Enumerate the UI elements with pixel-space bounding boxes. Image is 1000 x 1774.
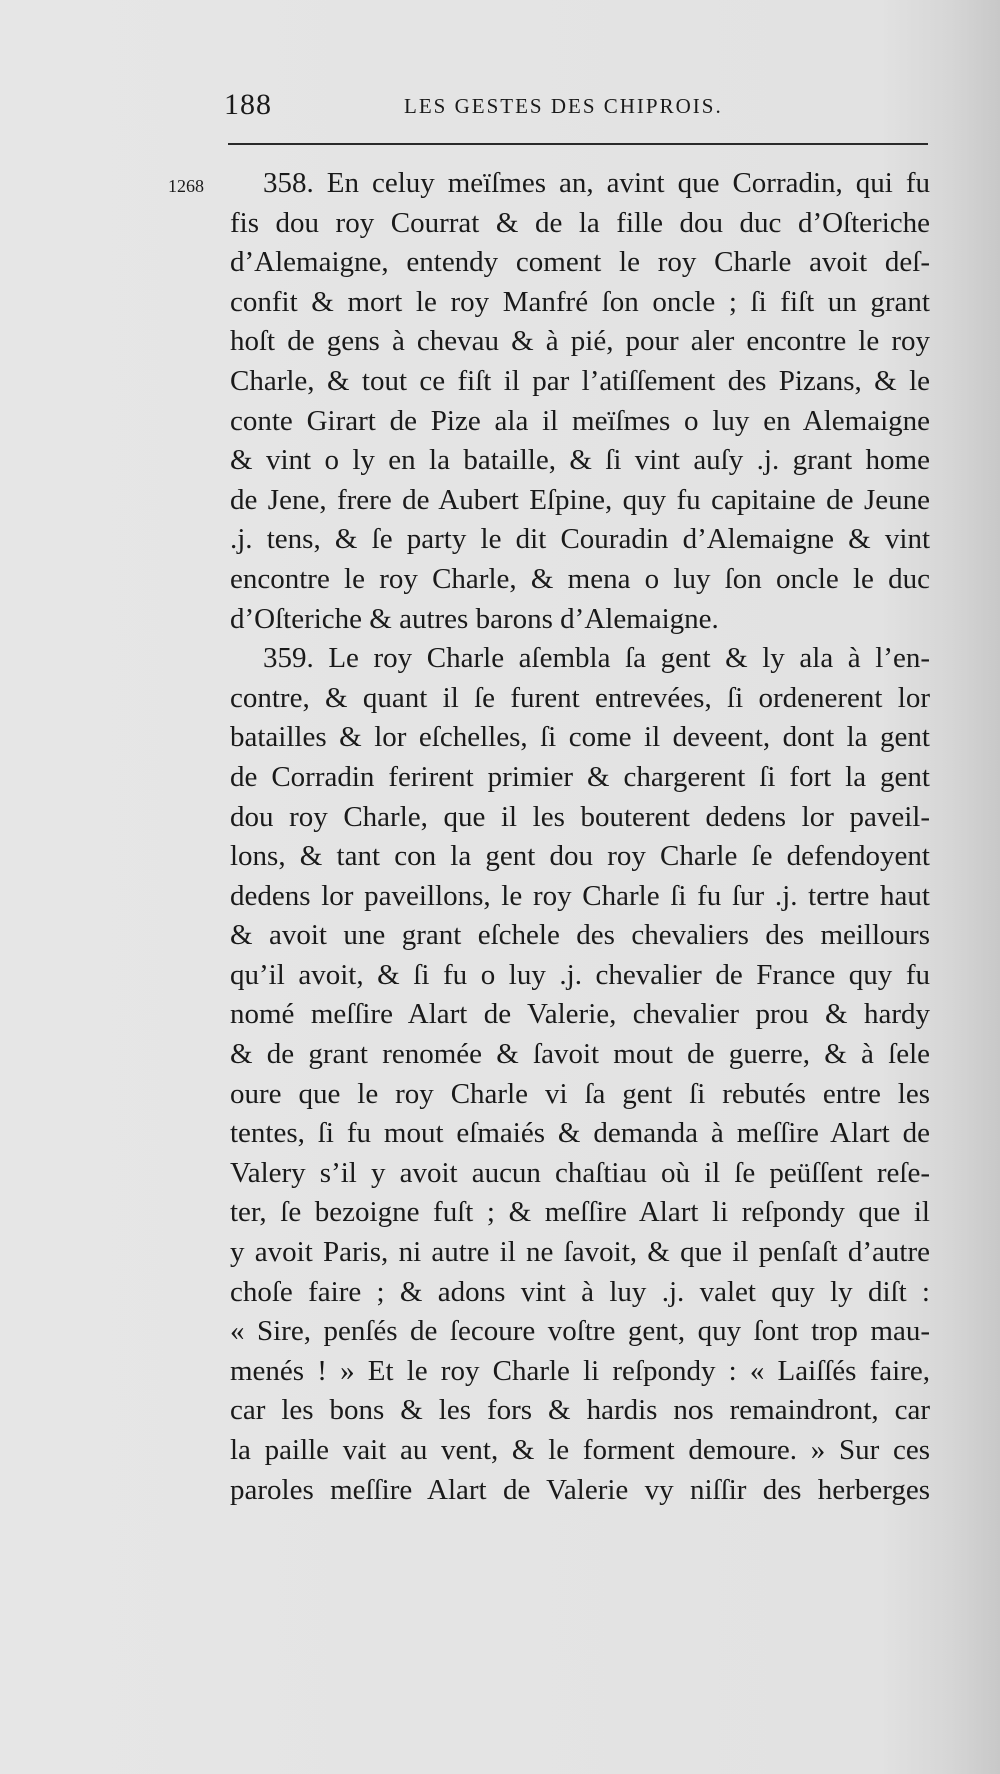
text-line: Valery s’il y avoit aucun chaſtiau où il ſe peüſſent reſe- <box>230 1156 930 1189</box>
page-number: 188 <box>224 88 272 121</box>
text-line: lons, & tant con la gent dou roy Charle ſe defendoyent <box>230 840 930 873</box>
text-line: oure que le roy Charle vi ſa gent ſi rebutés entre les <box>230 1077 930 1110</box>
page-header <box>224 88 929 128</box>
text-line: batailles & lor eſchelles, ſi come il deveent, dont la gent <box>230 721 930 754</box>
margin-year: 1268 <box>168 176 204 196</box>
text-line: contre, & quant il ſe furent entrevées, ſi ordenerent lor <box>230 681 930 714</box>
text-line: tentes, ſi fu mout eſmaiés & demanda à meſſire Alart de <box>230 1117 930 1150</box>
header-rule <box>228 143 928 145</box>
text-line: d’Alemaigne, entendy coment le roy Charle avoit deſ- <box>230 246 930 279</box>
text-line: .j. tens, & ſe party le dit Couradin d’Alemaigne & vint <box>230 523 930 556</box>
text-line: & vint o ly en la bataille, & ſi vint auſy .j. grant home <box>230 444 930 477</box>
running-title: LES GESTES DES CHIPROIS. <box>404 94 723 118</box>
text-line: dedens lor paveillons, le roy Charle ſi fu ſur .j. tertre haut <box>230 879 930 912</box>
text-line: conte Girart de Pize ala il meïſmes o luy en Alemaigne <box>230 404 930 437</box>
text-line: menés ! » Et le roy Charle li reſpondy : « Laiſſés faire, <box>230 1354 930 1387</box>
text-line: Charle, & tout ce fiſt il par l’atiſſement des Pizans, & le <box>230 364 930 397</box>
text-line: « Sire, penſés de ſecoure voſtre gent, quy ſont trop mau- <box>230 1315 930 1348</box>
text-line: 358. En celuy meïſmes an, avint que Corradin, qui fu <box>263 167 930 199</box>
text-line: confit & mort le roy Manfré ſon oncle ; ſi fiſt un grant <box>230 285 930 318</box>
text-line: hoſt de gens à chevau & à pié, pour aler encontre le roy <box>230 325 930 358</box>
text-line: qu’il avoit, & ſi fu o luy .j. chevalier de France quy fu <box>230 958 930 991</box>
body-text <box>230 164 930 1510</box>
text-line: dou roy Charle, que il les bouterent dedens lor paveil- <box>230 800 930 833</box>
text-line: nomé meſſire Alart de Valerie, chevalier prou & hardy <box>230 998 930 1031</box>
text-line: fis dou roy Courrat & de la fille dou duc d’Oſteriche <box>230 206 930 239</box>
text-line: car les bons & les fors & hardis nos remaindront, car <box>230 1394 930 1427</box>
text-line: d’Oſteriche & autres barons d’Alemaigne. <box>230 602 719 635</box>
text-line: de Jene, frere de Aubert Eſpine, quy fu capitaine de Jeune <box>230 483 930 516</box>
text-line: encontre le roy Charle, & mena o luy ſon oncle le duc <box>230 562 930 595</box>
text-line: & de grant renomée & ſavoit mout de guerre, & à ſele <box>230 1038 930 1071</box>
text-line: 359. Le roy Charle aſembla ſa gent & ly ala à l’en- <box>263 642 930 675</box>
text-line: ter, ſe bezoigne fuſt ; & meſſire Alart li reſpondy que il <box>230 1196 930 1229</box>
text-line: paroles meſſire Alart de Valerie vy niſſir des herberges <box>230 1473 930 1506</box>
text-line: la paille vait au vent, & le forment demoure. » Sur ces <box>230 1434 930 1466</box>
text-line: & avoit une grant eſchele des chevaliers des meillours <box>230 919 930 952</box>
text-line: y avoit Paris, ni autre il ne ſavoit, & que il penſaſt d’autre <box>230 1236 930 1269</box>
text-line: de Corradin ferirent primier & chargerent ſi fort la gent <box>230 760 930 793</box>
text-line: choſe faire ; & adons vint à luy .j. valet quy ly diſt : <box>230 1275 930 1308</box>
